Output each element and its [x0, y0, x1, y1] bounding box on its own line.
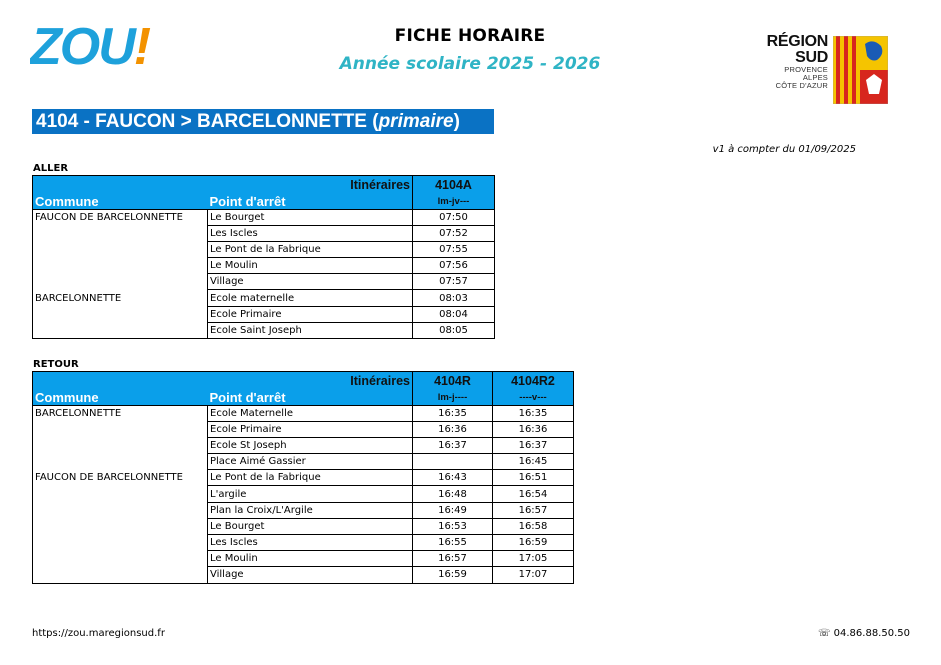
stop-cell: Les Iscles [208, 225, 413, 241]
table-row [33, 306, 495, 322]
commune-cell [33, 567, 208, 583]
time-cell: 07:57 [413, 274, 495, 290]
version-note: v1 à compter du 01/09/2025 [712, 144, 856, 155]
time-cell: 16:49 [413, 502, 493, 518]
table-row [33, 290, 495, 306]
commune-cell [33, 502, 208, 518]
header-blank-cell [33, 176, 208, 194]
table-row [33, 551, 574, 567]
table-row [33, 322, 495, 338]
footer-website-link[interactable]: https://zou.maregionsud.fr [32, 628, 165, 639]
commune-cell [33, 486, 208, 502]
region-sud-logo [746, 34, 896, 106]
time-cell: 08:03 [413, 290, 495, 306]
stop-cell: Le Pont de la Fabrique [208, 241, 413, 257]
table-row [33, 225, 495, 241]
region-name-line1: RÉGION [766, 33, 828, 50]
commune-cell [33, 535, 208, 551]
commune-cell [33, 225, 208, 241]
stop-cell: Le Pont de la Fabrique [208, 470, 413, 486]
time-cell: 16:35 [493, 405, 574, 421]
commune-cell [33, 518, 208, 534]
document-title: FICHE HORAIRE [394, 26, 546, 46]
stop-cell: Ecole maternelle [208, 290, 413, 306]
table-row [33, 567, 574, 583]
region-name-line2: SUD [795, 49, 828, 66]
table-row [33, 518, 574, 534]
time-cell: 16:37 [413, 437, 493, 453]
stop-cell: Ecole Saint Joseph [208, 322, 413, 338]
time-cell: 16:57 [413, 551, 493, 567]
table-row [33, 241, 495, 257]
time-cell: 16:57 [493, 502, 574, 518]
stop-cell: Le Moulin [208, 551, 413, 567]
commune-cell [33, 421, 208, 437]
region-sub-line: CÔTE D'AZUR [775, 81, 828, 90]
time-cell: 16:36 [413, 421, 493, 437]
commune-cell [33, 306, 208, 322]
table-row [33, 209, 495, 225]
region-crest-icon [833, 36, 888, 104]
commune-cell [33, 274, 208, 290]
time-cell: 17:05 [493, 551, 574, 567]
time-cell: 16:45 [493, 454, 574, 470]
commune-cell [33, 322, 208, 338]
time-cell: 16:59 [413, 567, 493, 583]
commune-cell: BARCELONNETTE [33, 290, 208, 306]
retour-header-row [33, 372, 574, 390]
table-row [33, 486, 574, 502]
time-cell: 16:51 [493, 470, 574, 486]
table-row [33, 421, 574, 437]
route-title-suffix: ) [453, 111, 460, 132]
stop-cell: Ecole St Joseph [208, 437, 413, 453]
commune-cell [33, 241, 208, 257]
stop-cell: Village [208, 567, 413, 583]
stop-cell: L'argile [208, 486, 413, 502]
stop-header: Point d'arrêt [208, 390, 413, 406]
zou-logo [30, 18, 180, 74]
table-row [33, 274, 495, 290]
time-cell: 07:52 [413, 225, 495, 241]
stop-cell: Plan la Croix/L'Argile [208, 502, 413, 518]
table-row [33, 454, 574, 470]
time-cell: 17:07 [493, 567, 574, 583]
table-row [33, 470, 574, 486]
commune-cell [33, 258, 208, 274]
stop-cell: Place Aimé Gassier [208, 454, 413, 470]
stop-cell: Le Bourget [208, 518, 413, 534]
itineraires-label: Itinéraires [208, 372, 413, 390]
stop-cell: Ecole Primaire [208, 421, 413, 437]
time-cell: 16:55 [413, 535, 493, 551]
commune-cell: FAUCON DE BARCELONNETTE [33, 470, 208, 486]
aller-timetable [32, 175, 495, 339]
time-cell: 16:35 [413, 405, 493, 421]
aller-section-label: ALLER [33, 163, 69, 174]
service-code: 4104A [413, 176, 495, 194]
header-blank-cell [33, 372, 208, 390]
time-cell: 16:37 [493, 437, 574, 453]
zou-logo-text: ZOU! [30, 18, 150, 74]
stop-header: Point d'arrêt [208, 194, 413, 210]
retour-subheader-row [33, 390, 574, 406]
service-days: lm-jv--- [413, 194, 495, 210]
commune-cell [33, 551, 208, 567]
region-sub-line: PROVENCE [784, 65, 828, 74]
time-cell: 16:58 [493, 518, 574, 534]
commune-header: Commune [33, 390, 208, 406]
service-code: 4104R [413, 372, 493, 390]
stop-cell: Le Bourget [208, 209, 413, 225]
stop-cell: Ecole Maternelle [208, 405, 413, 421]
table-row [33, 258, 495, 274]
commune-cell: BARCELONNETTE [33, 405, 208, 421]
route-title-prefix: 4104 - FAUCON > BARCELONNETTE ( [36, 111, 379, 132]
commune-cell [33, 437, 208, 453]
time-cell: 16:36 [493, 421, 574, 437]
time-cell: 07:55 [413, 241, 495, 257]
table-row [33, 405, 574, 421]
footer-phone-number: ☏ 04.86.88.50.50 [817, 628, 910, 639]
stop-cell: Les Iscles [208, 535, 413, 551]
stop-cell: Village [208, 274, 413, 290]
time-cell: 16:53 [413, 518, 493, 534]
table-row [33, 437, 574, 453]
service-days: lm-j---- [413, 390, 493, 406]
commune-cell [33, 454, 208, 470]
table-row [33, 502, 574, 518]
commune-header: Commune [33, 194, 208, 210]
school-year-subtitle: Année scolaire 2025 - 2026 [339, 54, 601, 74]
time-cell: 07:56 [413, 258, 495, 274]
time-cell: 16:48 [413, 486, 493, 502]
commune-cell: FAUCON DE BARCELONNETTE [33, 209, 208, 225]
time-cell: 16:43 [413, 470, 493, 486]
route-title-qualifier: primaire [378, 111, 454, 132]
route-title-banner [32, 109, 494, 134]
region-sub-line: ALPES [802, 73, 828, 82]
retour-section-label: RETOUR [33, 359, 79, 370]
time-cell [413, 454, 493, 470]
time-cell: 07:50 [413, 209, 495, 225]
time-cell: 16:54 [493, 486, 574, 502]
stop-cell: Le Moulin [208, 258, 413, 274]
stop-cell: Ecole Primaire [208, 306, 413, 322]
table-row [33, 535, 574, 551]
time-cell: 16:59 [493, 535, 574, 551]
retour-timetable [32, 371, 574, 584]
time-cell: 08:05 [413, 322, 495, 338]
itineraires-label: Itinéraires [208, 176, 413, 194]
aller-header-row [33, 176, 495, 194]
service-days: ----v--- [493, 390, 574, 406]
aller-subheader-row [33, 194, 495, 210]
time-cell: 08:04 [413, 306, 495, 322]
service-code: 4104R2 [493, 372, 574, 390]
